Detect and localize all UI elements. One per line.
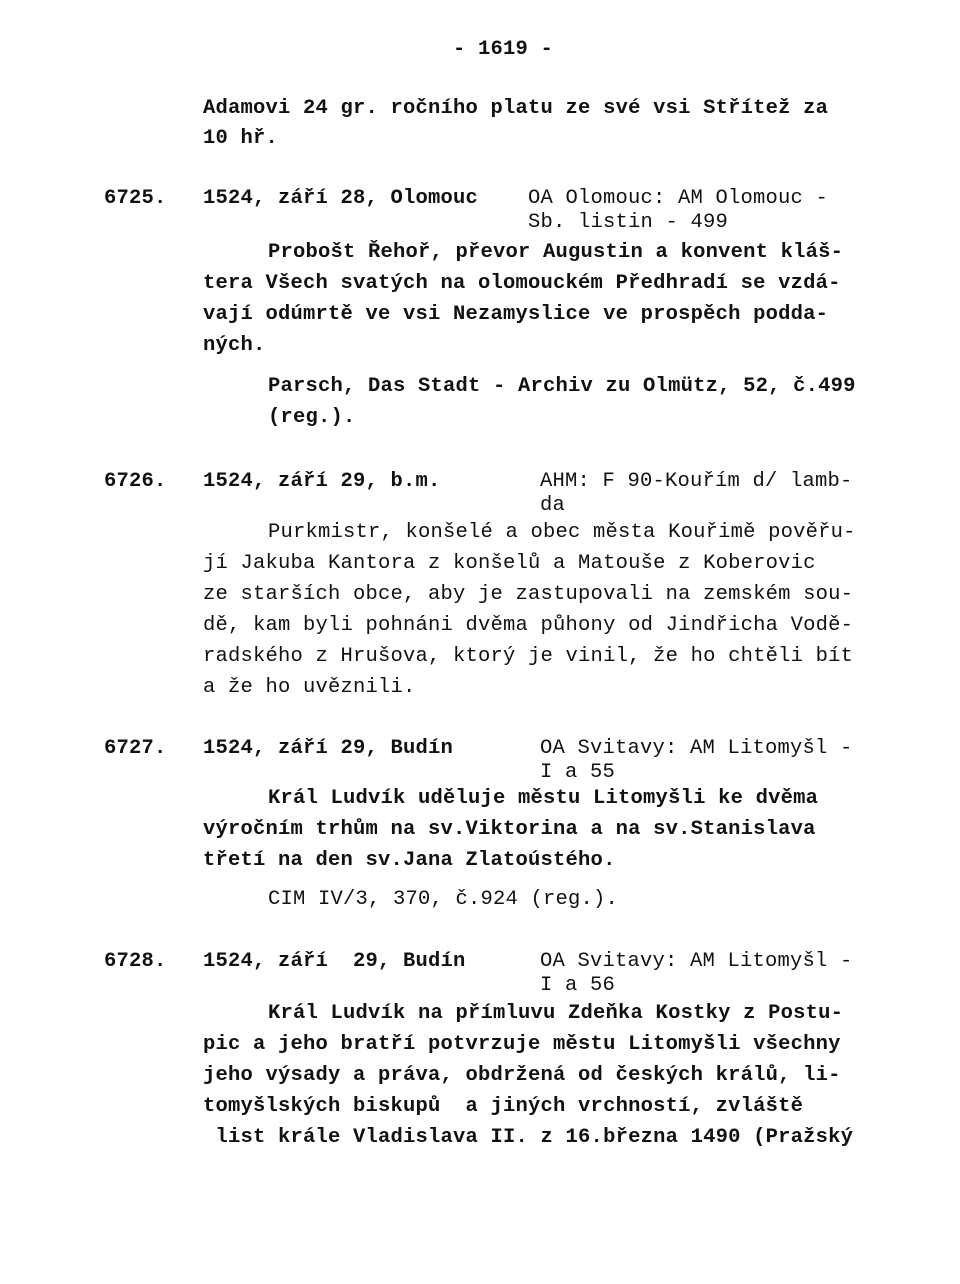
entry-date-place: 1524, září 29, Budín [203,950,466,973]
entry-archive: AHM: F 90-Kouřím d/ lamb- [540,470,853,493]
entry-date-place: 1524, září 29, Budín [203,737,454,760]
entry-text-line: tomyšlských biskupů a jiných vrchností, zvláště [203,1095,804,1118]
entry-archive: da [540,494,566,517]
entry-number: 6726. [104,470,167,493]
entry-number: 6727. [104,737,167,760]
entry-text-line: Probošt Řehoř, převor Augustin a konvent kláš- [268,241,844,264]
entry-text-line: dě, kam byli pohnáni dvěma půhony od Jindřicha Vodě- [203,614,854,637]
entry-archive: OA Svitavy: AM Litomyšl - [540,737,853,760]
entry-reference: CIM IV/3, 370, č.924 (reg.). [268,888,619,911]
entry-text-line: radského z Hrušova, ktorý je vinil, že ho chtěli bít [203,645,854,668]
entry-date-place: 1524, září 29, b.m. [203,470,441,493]
entry-text-line: jí Jakuba Kantora z konšelů a Matouše z Koberovic [203,552,816,575]
entry-reference: (reg.). [268,406,356,429]
entry-text-line: ze starších obce, aby je zastupovali na zemském sou- [203,583,854,606]
page-number: - 1619 - [453,38,554,61]
entry-archive: I a 56 [540,974,616,997]
intro-line: 10 hř. [203,127,279,150]
entry-text-line: list krále Vladislava II. z 16.března 1490 (Pražský [203,1126,854,1149]
entry-number: 6725. [104,187,167,210]
entry-text-line: výročním trhům na sv.Viktorina a na sv.Stanislava [203,818,816,841]
entry-text-line: jeho výsady a práva, obdržená od českých králů, li- [203,1064,841,1087]
entry-archive: OA Svitavy: AM Litomyšl - [540,950,853,973]
entry-text-line: ných. [203,334,266,357]
entry-text-line: a že ho uvěznili. [203,676,416,699]
entry-text-line: Král Ludvík na přímluvu Zdeňka Kostky z Postu- [268,1002,844,1025]
entry-text-line: pic a jeho bratří potvrzuje městu Litomyšli všechny [203,1033,841,1056]
entry-reference: Parsch, Das Stadt - Archiv zu Olmütz, 52, č.499 [268,375,856,398]
entry-text-line: třetí na den sv.Jana Zlatoústého. [203,849,616,872]
entry-archive: Sb. listin - 499 [528,211,729,234]
entry-text-line: Purkmistr, konšelé a obec města Kouřimě pověřu- [268,521,856,544]
entry-number: 6728. [104,950,167,973]
entry-archive: OA Olomouc: AM Olomouc - [528,187,829,210]
entry-text-line: vají odúmrtě ve vsi Nezamyslice ve prospěch podda- [203,303,829,326]
entry-text-line: tera Všech svatých na olomouckém Předhradí se vzdá- [203,272,841,295]
entry-date-place: 1524, září 28, Olomouc [203,187,479,210]
entry-text-line: Král Ludvík uděluje městu Litomyšli ke dvěma [268,787,819,810]
entry-archive: I a 55 [540,761,616,784]
intro-line: Adamovi 24 gr. ročního platu ze své vsi Střítež za [203,97,829,120]
